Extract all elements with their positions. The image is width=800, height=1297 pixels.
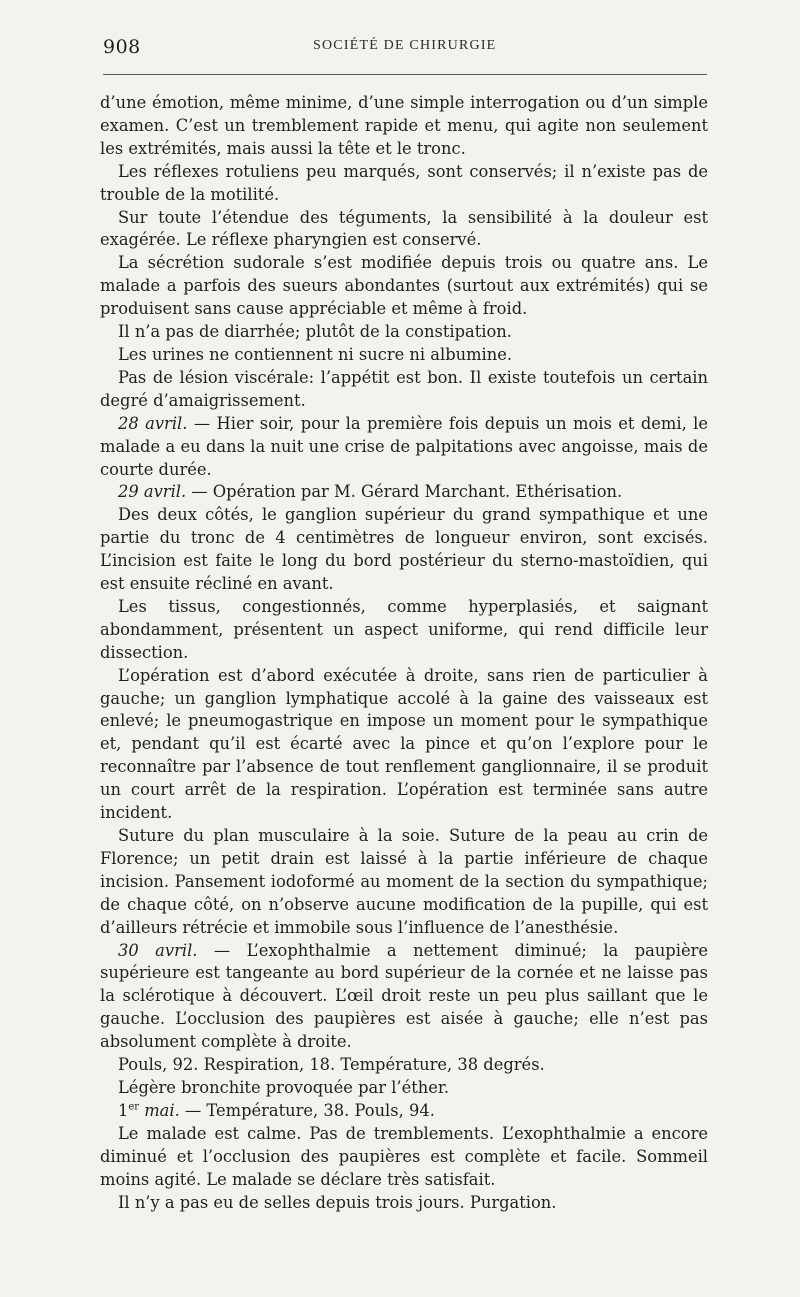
page-number: 908 <box>103 36 141 58</box>
paragraph: 1er mai. — Température, 38. Pouls, 94. <box>118 1100 435 1120</box>
paragraph: Sur toute l’étendue des téguments, la sensibilité à la douleur est exagérée. Le réflexe pharyngien est conservé. <box>100 207 708 250</box>
paragraph: Il n’y a pas eu de selles depuis trois jours. Purgation. <box>118 1192 557 1212</box>
paragraph: L’opération est d’abord exécutée à droite, sans rien de particulier à gauche; un ganglion lymphatique accolé à la gaine des vaisseaux est enlevé; le pneumogastrique en impose un moment pour le sympathique et, pendant qu’il est écarté avec la pince et qu’on l’explore pour le reconnaître par l’absence de tout renflement ganglionnaire, il se produit un court arrêt de la respiration. L’opération est terminée sans autre incident. <box>100 665 708 823</box>
paragraph: Légère bronchite provoquée par l’éther. <box>118 1077 450 1097</box>
header-rule <box>103 74 707 75</box>
paragraph: Les tissus, congestionnés, comme hyperplasiés, et saignant abondamment, présentent un aspect uniforme, qui rend difficile leur dissection. <box>100 596 708 662</box>
body-text <box>100 92 708 1214</box>
paragraph: Pas de lésion viscérale: l’appétit est bon. Il existe toutefois un certain degré d’amaigrissement. <box>100 367 708 410</box>
paragraph: Il n’a pas de diarrhée; plutôt de la constipation. <box>118 322 512 342</box>
paragraph: Les urines ne contiennent ni sucre ni albumine. <box>118 344 513 364</box>
paragraph: 28 avril. — Hier soir, pour la première fois depuis un mois et demi, le malade a eu dans la nuit une crise de palpitations avec angoisse, mais de courte durée. <box>100 413 708 479</box>
paragraph: Les réflexes rotuliens peu marqués, sont conservés; il n’existe pas de trouble de la motilité. <box>100 161 708 204</box>
paragraph: Des deux côtés, le ganglion supérieur du grand sympathique et une partie du tronc de 4 centimètres de longueur environ, sont excisés. L’incision est faite le long du bord postérieur du sterno-mastoïdien, qui est ensuite récliné en avant. <box>100 505 708 594</box>
paragraph: Pouls, 92. Respiration, 18. Température, 38 degrés. <box>118 1055 545 1075</box>
entry-date-number: 1 <box>118 1100 129 1120</box>
paragraph: Suture du plan musculaire à la soie. Suture de la peau au crin de Florence; un petit drain est laissé à la partie inférieure de chaque incision. Pansement iodoformé au moment de la section du sympathique; de chaque côté, on n’observe aucune modification de la pupille, qui est d’ailleurs rétrécie et immobile sous l’influence de l’anesthésie. <box>100 826 708 937</box>
running-title: SOCIÉTÉ DE CHIRURGIE <box>313 38 497 53</box>
entry-date: 28 avril. <box>118 413 188 433</box>
entry-date: 30 avril. <box>118 940 198 960</box>
entry-date-superscript: er <box>128 1101 140 1113</box>
entry-date: 29 avril. <box>118 482 187 502</box>
page-header <box>103 36 707 62</box>
paragraph: d’une émotion, même minime, d’une simple interrogation ou d’un simple examen. C’est un tremblement rapide et menu, qui agite non seulement les extrémités, mais aussi la tête et le tronc. <box>100 93 708 158</box>
paragraph: 29 avril. — Opération par M. Gérard Marchant. Ethérisation. <box>118 482 623 502</box>
paragraph: 30 avril. — L’exophthalmie a nettement diminué; la paupière supérieure est tangeante au bord supérieur de la cornée et ne laisse pas la sclérotique à découvert. L’œil droit reste un peu plus saillant que le gauche. L’occlusion des paupières est aisée à gauche; elle n’est pas absolument complète à droite. <box>100 940 708 1052</box>
paragraph: La sécrétion sudorale s’est modifiée depuis trois ou quatre ans. Le malade a parfois des sueurs abondantes (surtout aux extrémités) qui se produisent sans cause appréciable et même à froid. <box>100 253 708 319</box>
paragraph: Le malade est calme. Pas de tremblements. L’exophthalmie a encore diminué et l’occlusion des paupières est complète et facile. Sommeil moins agité. Le malade se déclare très satisfait. <box>100 1123 708 1189</box>
entry-date: mai. <box>139 1100 180 1120</box>
